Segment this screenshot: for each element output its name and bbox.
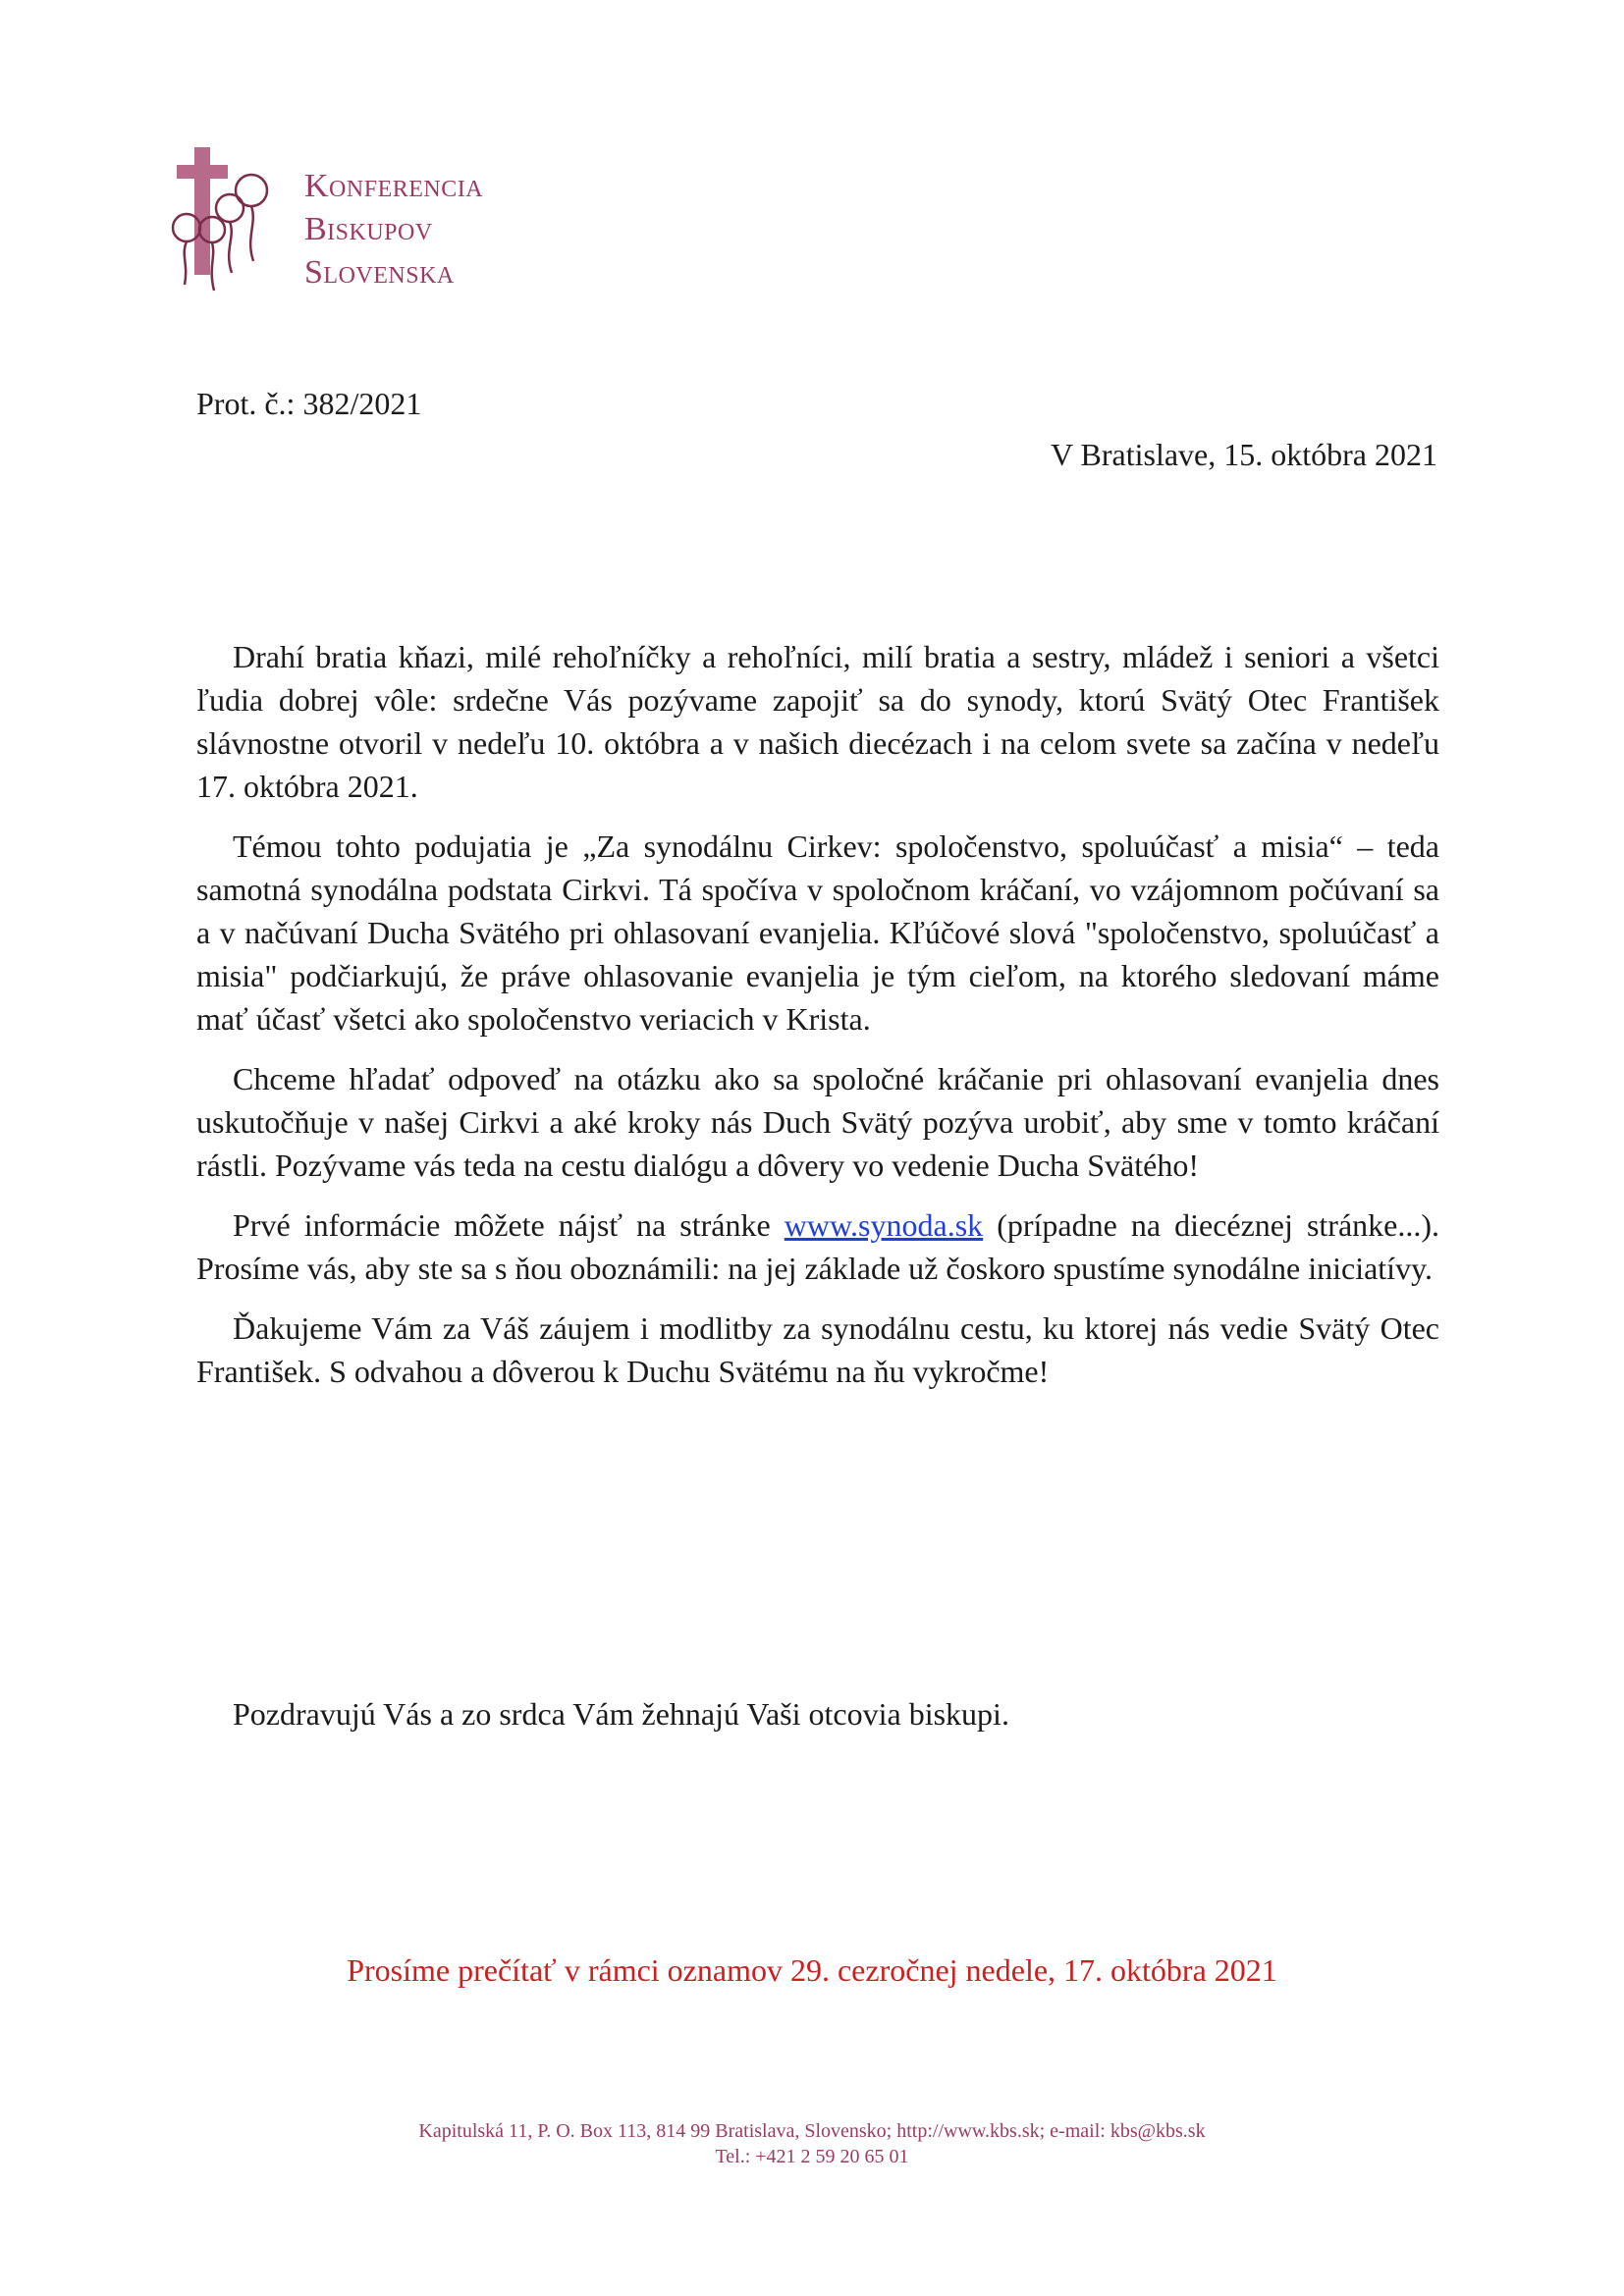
paragraph-5: Ďakujeme Vám za Váš záujem i modlitby za synodálnu cestu, ku ktorej nás vedie Svätý Otec František. S odvahou a dôverou k Duchu Svätému na ňu vykročme! xyxy=(196,1310,1439,1389)
paragraph-2: Témou tohto podujatia je „Za synodálnu Cirkev: spoločenstvo, spoluúčasť a misia“ – teda samotná synodálna podstata Cirkvi. Tá spočíva v spoločnom kráčaní, vo vzájomnom počúvaní sa a v načúvaní Ducha Svätého pri ohlasovaní evanjelia. Kľúčové slová "spoločenstvo, spoluúčasť a misia" podčiarkujú, že práve ohlasovanie evanjelia je tým cieľom, na ktorého sledovaní máme mať účasť všetci ako spoločenstvo veriacich v Krista. xyxy=(196,828,1439,1037)
paragraph-1: Drahí bratia kňazi, milé rehoľníčky a rehoľníci, milí bratia a sestry, mládež i seniori a všetci ľudia dobrej vôle: srdečne Vás pozývame zapojiť sa do synody, ktorú Svätý Otec František slávnostne otvoril v nedeľu 10. októbra a v našich diecézach i na celom svete sa začína v nedeľu 17. októbra 2021. xyxy=(196,639,1439,804)
synoda-link[interactable]: www.synoda.sk xyxy=(784,1207,984,1243)
paragraph-4-text-before: Prvé informácie môžete nájsť na stránke xyxy=(233,1207,785,1243)
org-name-line-3: Slovenska xyxy=(304,254,455,291)
footer xyxy=(0,2118,1624,2169)
org-name-line-2: Biskupov xyxy=(304,211,433,247)
org-name xyxy=(304,165,483,294)
place-date: V Bratislave, 15. októbra 2021 xyxy=(1050,437,1437,472)
reading-note: Prosíme prečítať v rámci oznamov 29. cezročnej nedele, 17. októbra 2021 xyxy=(347,1952,1277,1988)
header-logo xyxy=(167,147,540,304)
org-name-line-1: Konferencia xyxy=(304,168,484,204)
letter-body xyxy=(196,635,1439,1410)
footer-phone: Tel.: +421 2 59 20 65 01 xyxy=(715,2146,909,2167)
greeting: Pozdravujú Vás a zo srdca Vám žehnajú Vaši otcovia biskupi. xyxy=(233,1696,1009,1732)
paragraph-4-text-after: (prípadne na diecéznej stránke...). Prosíme vás, aby ste sa s ňou oboznámili: na jej základe už čoskoro spustíme synodálne iniciatívy. xyxy=(196,1207,1440,1286)
protocol-number: Prot. č.: 382/2021 xyxy=(196,386,422,421)
paragraph-4 xyxy=(196,1203,1439,1290)
paragraph-3: Chceme hľadať odpoveď na otázku ako sa spoločné kráčanie pri ohlasovaní evanjelia dnes uskutočňuje v našej Cirkvi a aké kroky nás Duch Svätý pozýva urobiť, aby sme v tomto kráčaní rástli. Pozývame vás teda na cestu dialógu a dôvery vo vedenie Ducha Svätého! xyxy=(196,1061,1439,1183)
footer-address: Kapitulská 11, P. O. Box 113, 814 99 Bratislava, Slovensko; http://www.kbs.sk; e-mail: kbs@kbs.sk xyxy=(418,2120,1206,2142)
cross-with-people-icon xyxy=(167,147,304,304)
